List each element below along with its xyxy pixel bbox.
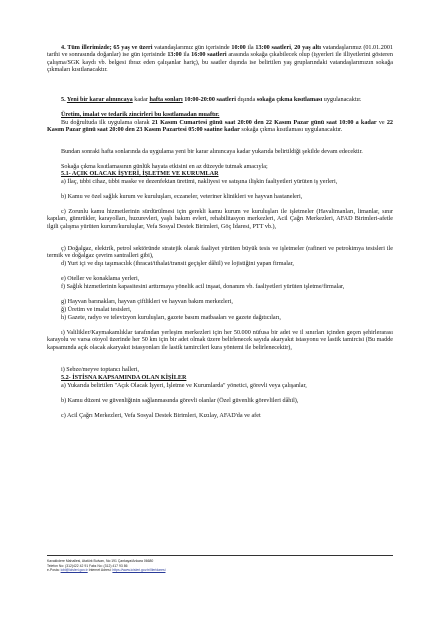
list-item-c: c) Zorunlu kamu hizmetlerinin sürdürülmesi için gerekli kamu kurum ve kuruluşları ile işletmeler (Havalimanları, limanlar, sınır kapıları, gümrükler, karayolları, huzurevleri, yaşlı bakım evleri, rehabilitasyon merkezleri, Acil Çağrı Merkezleri, AFAD Birimleri-afetle ilgili çalışma yürüten kurum/kuruluşlar, Vefa Sosyal Destek Birimleri, Göç İdaresi, PTT vb.), xyxy=(47,209,393,230)
footer-phone: Telefon No: (312)422 42 91 Faks No: (312) 417 93 86 xyxy=(47,563,128,568)
text: hafta sonları xyxy=(149,97,183,103)
text: 13:00 xyxy=(167,52,182,59)
text: ve xyxy=(376,120,387,126)
text: 13:00 saatleri xyxy=(255,45,291,51)
footer-divider xyxy=(47,555,393,556)
list-item-cc: ç) Doğalgaz, elektrik, petrol sektöründe stratejik olarak faaliyet yürüten büyük tesis ve işletmeler (rafineri ve petrokimya tesisleri ile termik ve doğalgaz çevrim santralleri gibi), xyxy=(47,246,393,260)
text: ila xyxy=(245,45,256,51)
text: 22 Kasım Pazar günü saat 20:00 den 23 Kasım Pazartesi 05:00 saatine kadar xyxy=(47,120,393,134)
text: Bu doğrultuda ilk uygulama olarak xyxy=(61,120,152,126)
text: 4. Tüm illerimizde; xyxy=(61,45,114,51)
text: dışında xyxy=(235,97,257,103)
paragraph-weekend-curfew xyxy=(47,97,393,104)
text: , xyxy=(290,45,295,51)
footer-email-label: e-Posta: xyxy=(47,568,61,573)
text: 65 yaş ve üzeri xyxy=(113,45,153,51)
paragraph-first-application xyxy=(47,120,393,135)
list-item-f: f) Sağlık hizmetlerinin kapasitesini arttırmaya yönelik acil inşaat, donanım vb. faaliyetleri yürüten işletme/firmalar, xyxy=(61,284,345,290)
text: 20 yaş altı xyxy=(294,45,321,51)
footer-web-link[interactable]: https://www.icisleri.gov.tr/illeridaresi xyxy=(112,568,166,573)
text: sokağa çıkma kısıtlaması uygulanacaktır. xyxy=(239,127,343,134)
text: 21 Kasım Cumartesi günü saat 20:00 den 22 Kasım Pazar günü saat 10:00 a kadar xyxy=(151,120,377,126)
text: ila xyxy=(181,52,192,59)
list-item-b: b) Kamu ve özel sağlık kurum ve kuruluşları, eczaneler, veteriner klinikleri ve hayvan hastaneleri, xyxy=(61,194,303,200)
list-item-i-dotless: ı) Valilikler/Kaymakamlıklar tarafından yerleşim merkezleri için her 50.000 nüfusa bir adet ve il sınırları içinden geçen şehirlerarası karayolu ve varsa otoyol üzerinde her 50 km için bir adet olmak üzere belirlenecek sayıda akaryakıt istasyonu ve lastik tamircisi (Bu madde kapsamında açık olacak akaryakıt istasyonları ile lastik tamircileri kura yöntemi ile belirlenecektir), xyxy=(47,330,393,351)
exception-item-a: a) Yukarıda belirtilen "Açık Olacak İşyeri, İşletme ve Kurumlarda" yönetici, görevli veya çalışanlar, xyxy=(61,383,307,389)
footer-address: Kavaklıdere Mahallesi, Atatürk Bulvarı, No:191 Çankaya/Ankara 06680 xyxy=(47,559,154,563)
section-heading-5-2: 5.2- İSTİSNA KAPSAMINDA OLAN KİŞİLER xyxy=(61,375,187,381)
production-exemption-note: Üretim, imalat ve tedarik zincirleri bu kısıtlamadan muaftır. xyxy=(61,112,220,118)
text: vatandaşlarımız (01.01.2001 tarihi ve sonrasında doğanlar) ise gün içerisinde xyxy=(47,45,393,59)
text: vatandaşlarımız gün içerisinde xyxy=(152,45,232,51)
text: 10:00-20:00 saatleri xyxy=(184,97,236,103)
text: Yeni bir karar alınıncaya xyxy=(66,97,133,103)
footer xyxy=(47,559,393,573)
exception-item-b: b) Kamu düzeni ve güvenliğinin sağlanmasında görevli olanlar (Özel güvenlik görevlileri dâhil), xyxy=(61,398,299,404)
footer-email-link[interactable]: icbl@icisleri.gov.tr xyxy=(60,568,88,573)
list-item-h: h) Gazete, radyo ve televizyon kuruluşları, gazete basım matbaaları ve gazete dağıtıcıları, xyxy=(61,315,281,321)
text: 10:00 xyxy=(231,45,246,51)
exception-item-c: c) Acil Çağrı Merkezleri, Vefa Sosyal Destek Birimleri, Kızılay, AFAD'da ve afet xyxy=(61,413,261,419)
text: 16:00 saatleri xyxy=(191,52,227,59)
paragraph-age-restrictions xyxy=(47,45,393,74)
list-item-gg: ğ) Üretim ve imalat tesisleri, xyxy=(61,307,132,313)
text: kadar xyxy=(132,97,150,103)
list-item-i: i) Sebze/meyve toptancı halleri, xyxy=(61,367,140,373)
list-item-a: a) İlaç, tıbbi cihaz, tıbbi maske ve dezenfektan üretimi, nakliyesi ve satışına ilişkin faaliyetleri yürüten iş yerleri, xyxy=(61,179,338,185)
list-item-d: d) Yurt içi ve dışı taşımacılık (ihracat/ithalat/transit geçişler dâhil) ve lojistiğini yapan firmalar, xyxy=(61,261,294,267)
list-item-g: g) Hayvan barınakları, hayvan çiftlikleri ve hayvan bakım merkezleri, xyxy=(61,299,233,305)
paragraph-continuation: Bundan sonraki hafta sonlarında da uygulama yeni bir karar alınıncaya kadar yukarıda belirtildiği şekilde devam edecektir. xyxy=(61,149,363,155)
footer-contact xyxy=(47,568,393,573)
text: 5. xyxy=(61,97,67,103)
footer-web-label: İnternet Adresi: xyxy=(87,568,113,573)
section-heading-5-1: 5.1- AÇIK OLACAK İŞYERİ, İŞLETME VE KURUMLAR xyxy=(61,171,219,177)
text: sokağa çıkma kısıtlaması xyxy=(256,97,323,103)
text: uygulanacaktır. xyxy=(322,97,362,103)
list-item-e: e) Oteller ve konaklama yerleri, xyxy=(61,276,140,282)
paragraph-purpose: Sokağa çıkma kısıtlamasının günlük hayata etkisini en az düzeyde tutmak amacıyla; xyxy=(61,164,268,170)
text: arasında sokağa çıkabilecek olup (işyerleri ile illiyetlerini gösteren çalışma/SGK kaydı vb. belgesi ibraz eden çalışanlar hariç), bu saatler dışında ise belirtilen yaş gruplarındaki vatandaşlarımızın sokağa çıkmaları kısıtlanacaktır. xyxy=(47,52,393,73)
